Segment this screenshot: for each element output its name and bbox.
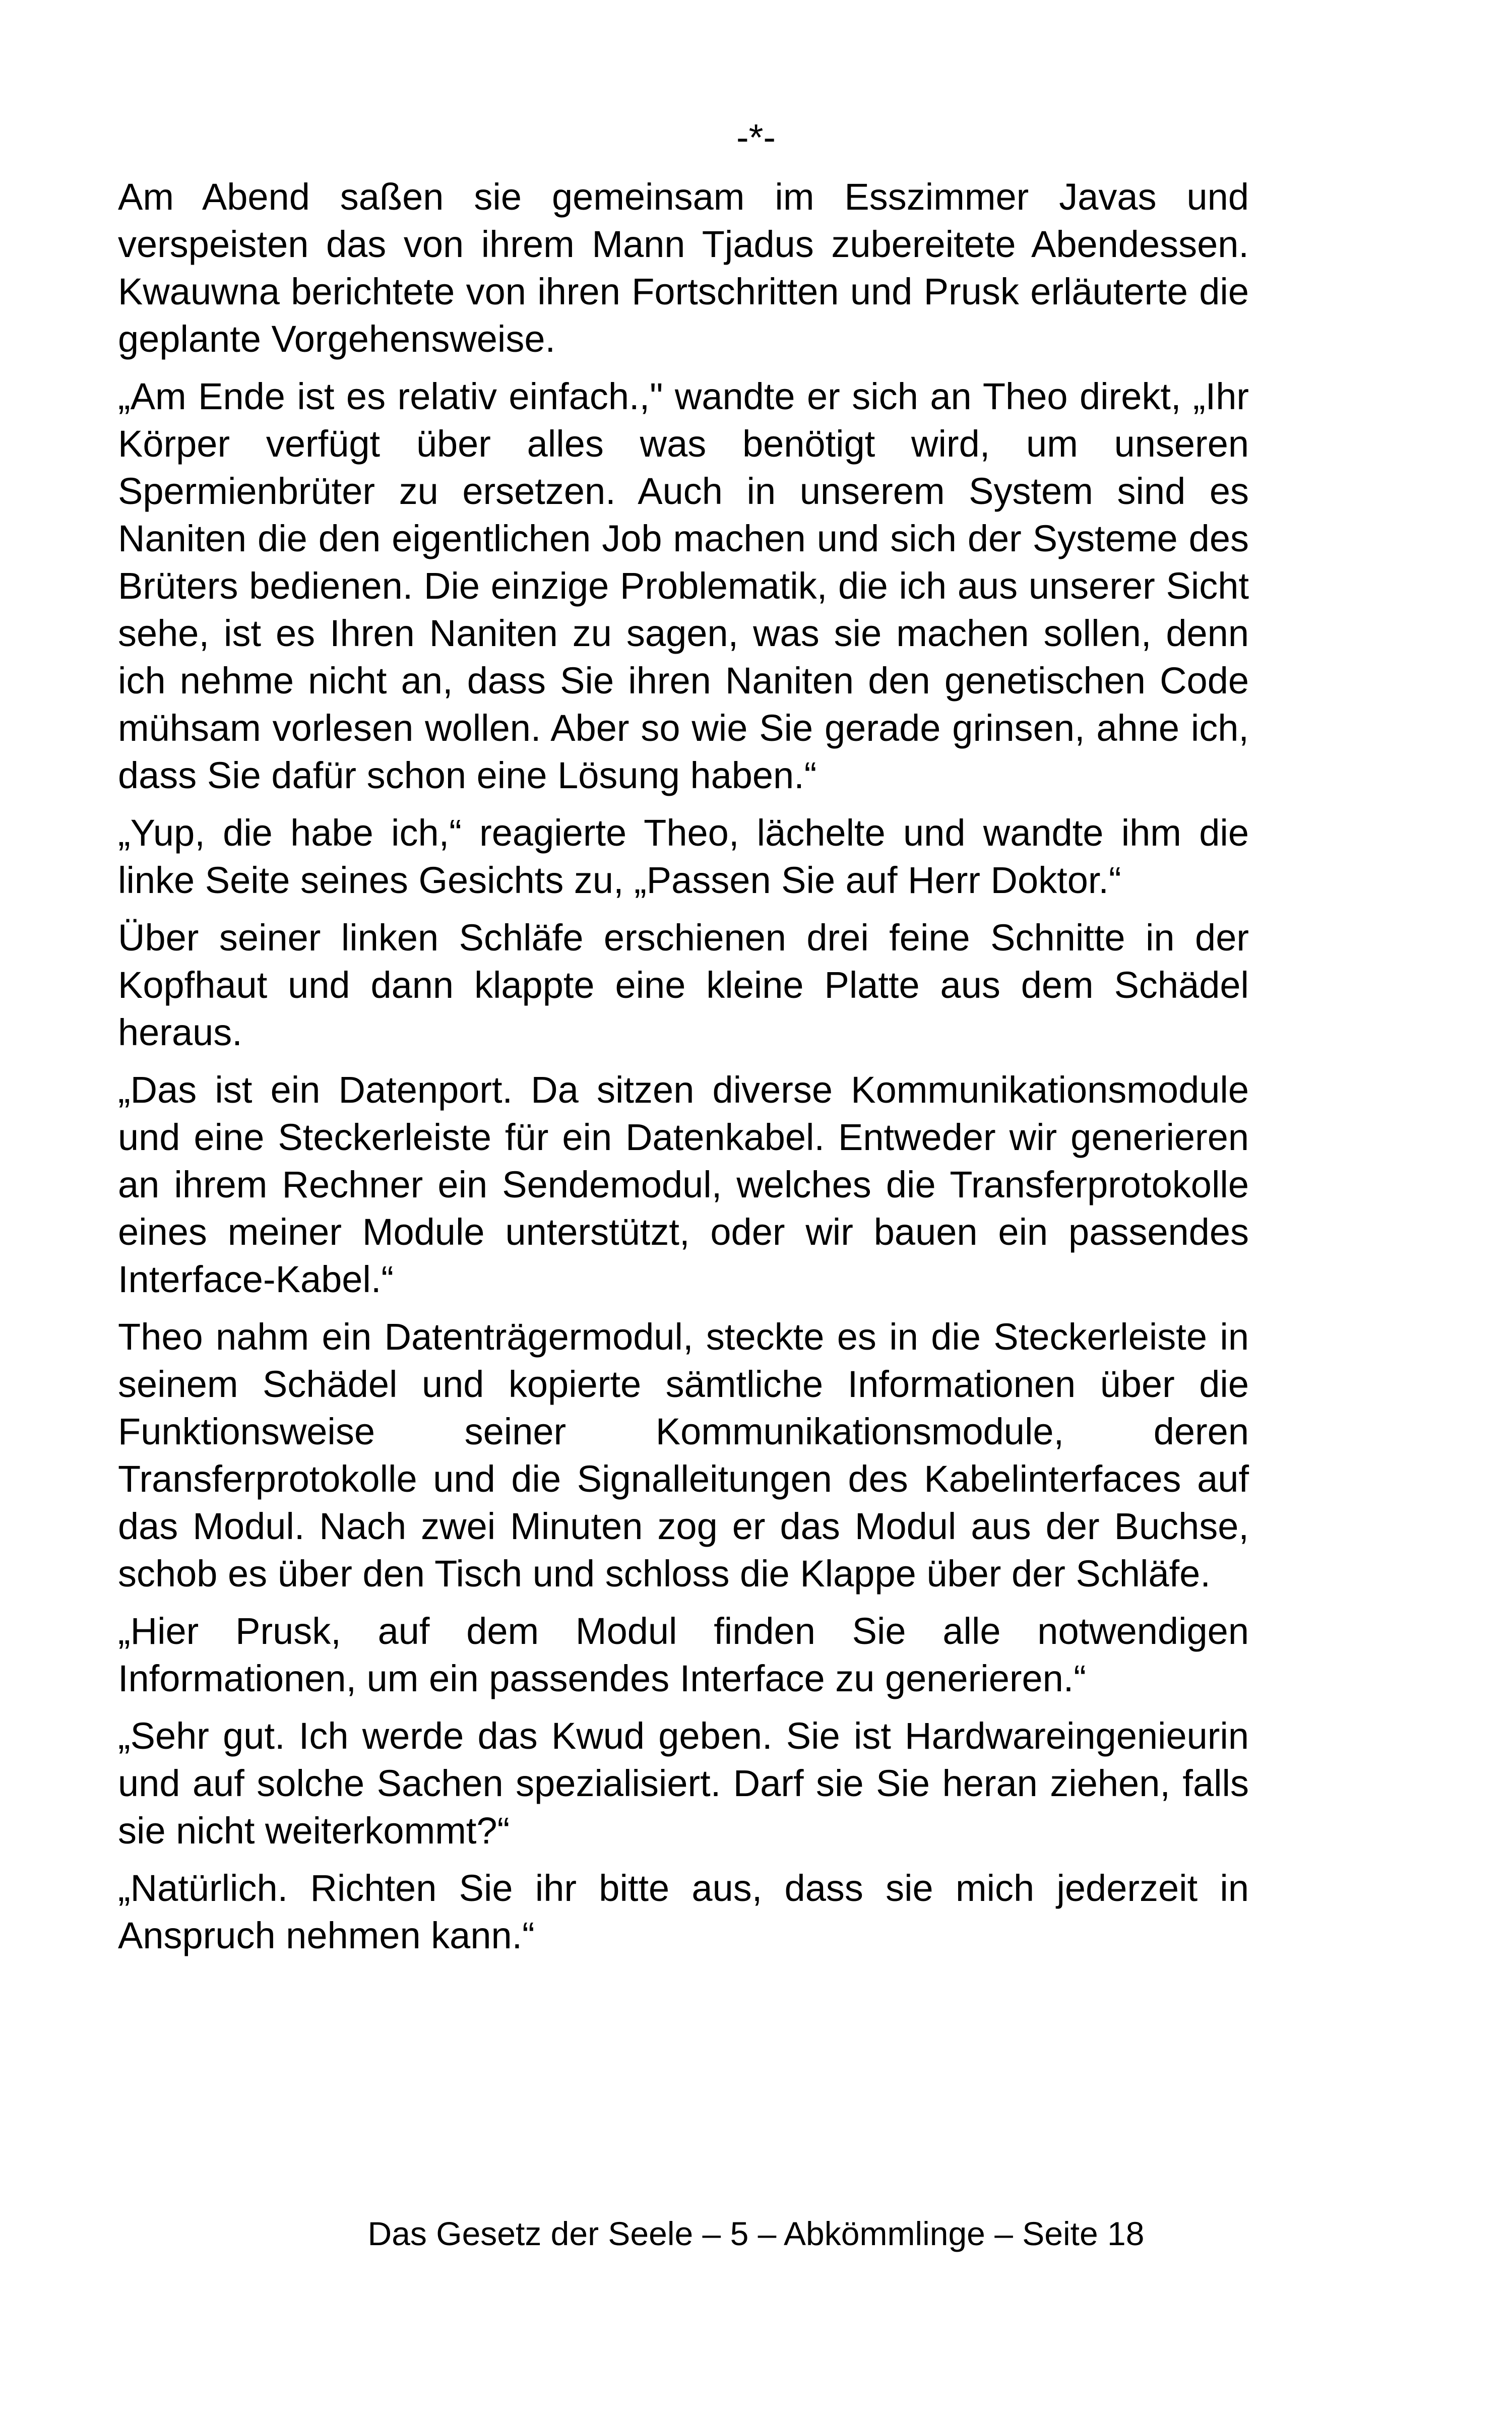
paragraph: „Hier Prusk, auf dem Modul finden Sie alle notwendigen Informationen, um ein passendes Interface zu generieren.“ [118, 1610, 1249, 1699]
paragraph: „Das ist ein Datenport. Da sitzen diverse Kommunikationsmodule und eine Steckerleiste für ein Datenkabel. Entweder wir generieren an ihrem Rechner ein Sendemodul, welches die Transferprotokolle eines meiner Module unterstützt, oder wir bauen ein passendes Interface-Kabel.“ [118, 1069, 1249, 1300]
paragraph: Über seiner linken Schläfe erschienen drei feine Schnitte in der Kopfhaut und dann klappte eine kleine Platte aus dem Schädel heraus. [118, 917, 1249, 1053]
paragraph: Am Abend saßen sie gemeinsam im Esszimmer Javas und verspeisten das von ihrem Mann Tjadus zubereitete Abendessen. Kwauwna berichtete von ihren Fortschritten und Prusk erläuterte die geplante Vorgehensweise. [118, 176, 1249, 360]
paragraph: Theo nahm ein Datenträgermodul, steckte es in die Steckerleiste in seinem Schädel und kopierte sämtliche Informationen über die Funktionsweise seiner Kommunikationsmodule, deren Transferprotokolle und die Signalleitungen des Kabelinterfaces auf das Modul. Nach zwei Minuten zog er das Modul aus der Buchse, schob es über den Tisch und schloss die Klappe über der Schläfe. [118, 1316, 1249, 1595]
paragraph: „Sehr gut. Ich werde das Kwud geben. Sie ist Hardwareingenieurin und auf solche Sachen spezialisiert. Darf sie Sie heran ziehen, falls sie nicht weiterkommt?“ [118, 1715, 1249, 1852]
paragraph: „Natürlich. Richten Sie ihr bitte aus, dass sie mich jederzeit in Anspruch nehmen kann.“ [118, 1867, 1249, 1956]
paragraph: „Am Ende ist es relativ einfach.," wandte er sich an Theo direkt, „Ihr Körper verfügt über alles was benötigt wird, um unseren Spermienbrüter zu ersetzen. Auch in unserem System sind es Naniten die den eigentlichen Job machen und sich der Systeme des Brüters bedienen. Die einzige Problematik, die ich aus unserer Sicht sehe, ist es Ihren Naniten zu sagen, was sie machen sollen, denn ich nehme nicht an, dass Sie ihren Naniten den genetischen Code mühsam vorlesen wollen. Aber so wie Sie gerade grinsen, ahne ich, dass Sie dafür schon eine Lösung haben.“ [118, 375, 1249, 796]
paragraph: „Yup, die habe ich,“ reagierte Theo, lächelte und wandte ihm die linke Seite seines Gesichts zu, „Passen Sie auf Herr Doktor.“ [118, 812, 1249, 901]
page-footer: Das Gesetz der Seele – 5 – Abkömmlinge – Seite 18 [367, 2215, 1145, 2252]
page-body [118, 173, 1249, 1969]
scene-separator: -*- [736, 116, 776, 158]
